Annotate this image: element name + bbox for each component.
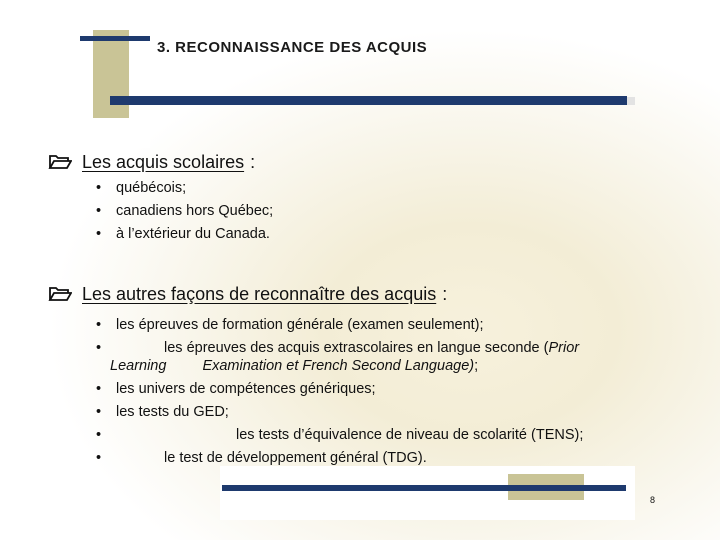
list-item-text: les tests du GED; (116, 404, 229, 420)
header-bar-end-cap (627, 97, 635, 105)
heading-colon: : (250, 152, 256, 172)
list-item-italic-text: Prior (548, 340, 580, 356)
header-top-bar (80, 36, 150, 41)
list-item (96, 317, 484, 333)
section-heading-text: Les autres façons de reconnaître des acquis (82, 284, 437, 304)
heading-colon: : (442, 284, 448, 304)
page-number: 8 (650, 495, 656, 505)
list-item-text: québécois; (116, 180, 187, 196)
bullet: • (96, 180, 102, 196)
list-item-text: canadiens hors Québec; (116, 203, 274, 219)
list-item (96, 404, 229, 420)
header-divider-bar (110, 96, 627, 105)
list-item-italic-text: Learning (110, 358, 167, 374)
list-item-text: les univers de compétences génériques; (116, 381, 376, 397)
list-item-italic-text: Examination et French Second Language) (202, 358, 475, 374)
bullet: • (96, 427, 102, 443)
section-heading-autres-facons (48, 282, 447, 305)
list-item-continuation (110, 358, 478, 374)
bullet: • (96, 340, 102, 356)
list-item (96, 203, 273, 219)
bullet: • (96, 381, 102, 397)
list-item-text: les épreuves de formation générale (examen seulement); (116, 317, 484, 333)
bullet: • (96, 404, 102, 420)
list-item-text-end: ; (474, 358, 479, 374)
bullet: • (96, 226, 102, 242)
list-item (96, 427, 583, 443)
list-item-text (164, 340, 579, 356)
bullet: • (96, 203, 102, 219)
footer-divider-bar (222, 485, 626, 491)
bullet: • (96, 317, 102, 333)
list-item-text-main: les épreuves des acquis extrascolaires en langue seconde ( (164, 340, 549, 356)
list-item (96, 226, 270, 242)
folder-icon (48, 152, 72, 170)
bullet: • (96, 450, 102, 466)
section-heading-acquis-scolaires (48, 150, 255, 173)
folder-icon (48, 284, 72, 302)
list-item (96, 180, 186, 196)
section-heading-text: Les acquis scolaires (82, 152, 245, 172)
list-item (96, 381, 376, 397)
list-item-text: à l’extérieur du Canada. (116, 226, 270, 242)
list-item-text: les tests d’équivalence de niveau de scolarité (TENS); (236, 427, 584, 443)
list-item (96, 340, 579, 356)
list-item (96, 450, 427, 466)
slide-title: 3. RECONNAISSANCE DES ACQUIS (157, 39, 428, 56)
list-item-text: le test de développement général (TDG). (164, 450, 427, 466)
